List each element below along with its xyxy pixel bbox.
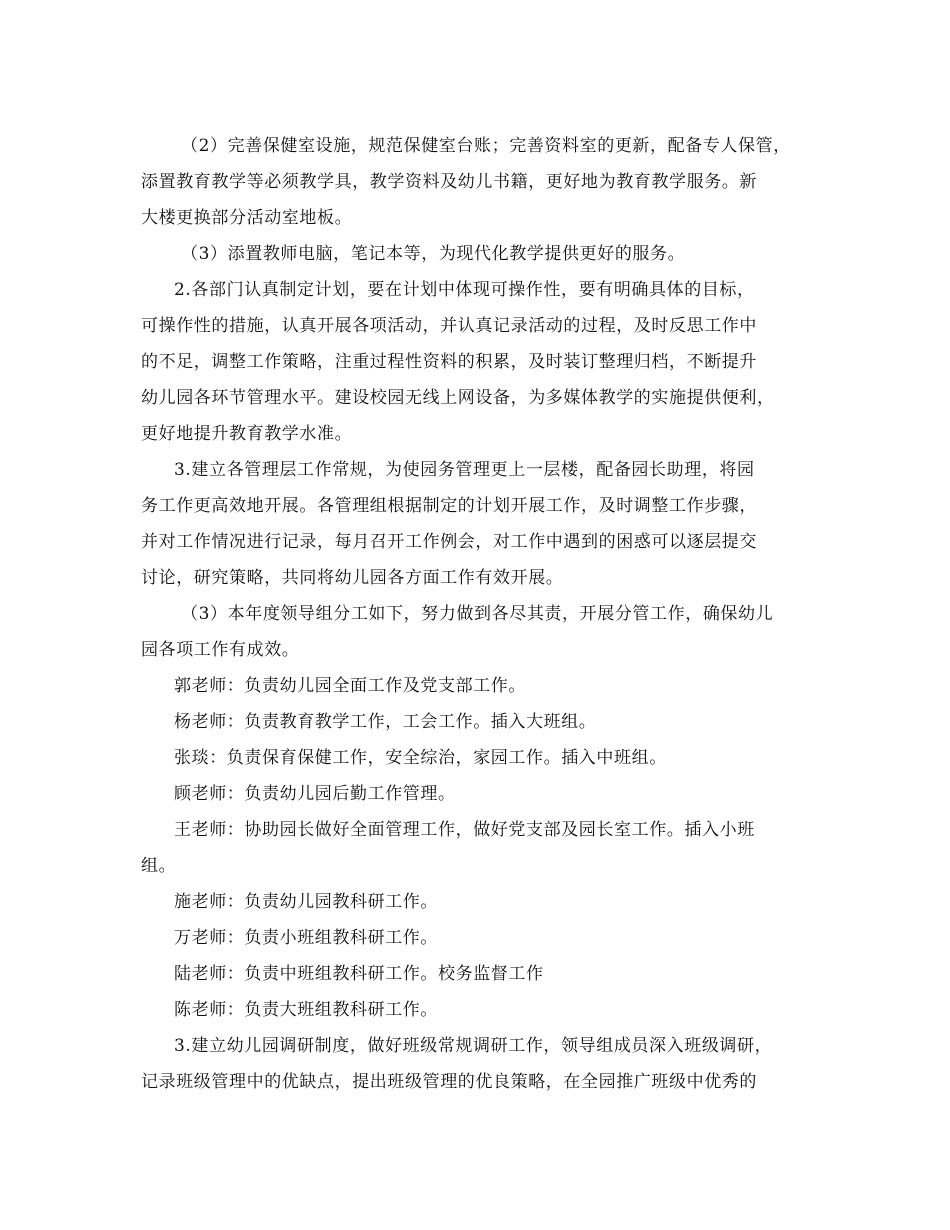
paragraph-line: 杨老师：负责教育教学工作，工会工作。插入大班组。 — [174, 712, 597, 732]
paragraph-line: 3.建立各管理层工作常规，为使园务管理更上一层楼，配备园长助理，将园 — [174, 460, 755, 480]
paragraph-line: 陆老师：负责中班组教科研工作。校务监督工作 — [174, 964, 544, 984]
paragraph-line: 可操作性的措施，认真开展各项活动，并认真记录活动的过程，及时反思工作中 — [141, 316, 757, 336]
paragraph-line: 务工作更高效地开展。各管理组根据制定的计划开展工作，及时调整工作步骤， — [141, 496, 757, 516]
paragraph-line: 郭老师：负责幼儿园全面工作及党支部工作。 — [174, 676, 526, 696]
paragraph-line: 张琰：负责保育保健工作，安全综治，家园工作。插入中班组。 — [174, 748, 667, 768]
paragraph-line: 的不足，调整工作策略，注重过程性资料的积累，及时装订整理归档，不断提升 — [141, 352, 757, 372]
paragraph-line: 2.各部门认真制定计划，要在计划中体现可操作性，要有明确具体的目标， — [174, 280, 755, 300]
paragraph-line: （3）本年度领导组分工如下，努力做到各尽其责，开展分管工作，确保幼儿 — [181, 604, 774, 624]
paragraph-line: 讨论，研究策略，共同将幼儿园各方面工作有效开展。 — [141, 568, 564, 588]
paragraph-line: （2）完善保健室设施，规范保健室台账；完善资料室的更新，配备专人保管， — [181, 136, 791, 156]
paragraph-line: 添置教育教学等必须教学具，教学资料及幼儿书籍，更好地为教育教学服务。新 — [141, 172, 757, 192]
paragraph-line: 顾老师：负责幼儿园后勤工作管理。 — [174, 784, 456, 804]
paragraph-line: 组。 — [141, 856, 177, 876]
paragraph-line: 园各项工作有成效。 — [141, 640, 300, 660]
paragraph-line: 大楼更换部分活动室地板。 — [141, 208, 353, 228]
paragraph-line: 更好地提升教育教学水准。 — [141, 424, 353, 444]
paragraph-line: 万老师：负责小班组教科研工作。 — [174, 928, 438, 948]
paragraph-line: 施老师：负责幼儿园教科研工作。 — [174, 892, 438, 912]
paragraph-line: 记录班级管理中的优缺点，提出班级管理的优良策略，在全园推广班级中优秀的 — [141, 1072, 757, 1092]
paragraph-line: 幼儿园各环节管理水平。建设校园无线上网设备，为多媒体教学的实施提供便利， — [141, 388, 775, 408]
paragraph-line: 并对工作情况进行记录，每月召开工作例会，对工作中遇到的困惑可以逐层提交 — [141, 532, 757, 552]
paragraph-line: 陈老师：负责大班组教科研工作。 — [174, 1000, 438, 1020]
paragraph-line: 3.建立幼儿园调研制度，做好班级常规调研工作，领导组成员深入班级调研， — [174, 1036, 773, 1056]
paragraph-line: 王老师：协助园长做好全面管理工作，做好党支部及园长室工作。插入小班 — [174, 820, 755, 840]
paragraph-line: （3）添置教师电脑，笔记本等，为现代化教学提供更好的服务。 — [181, 244, 686, 264]
